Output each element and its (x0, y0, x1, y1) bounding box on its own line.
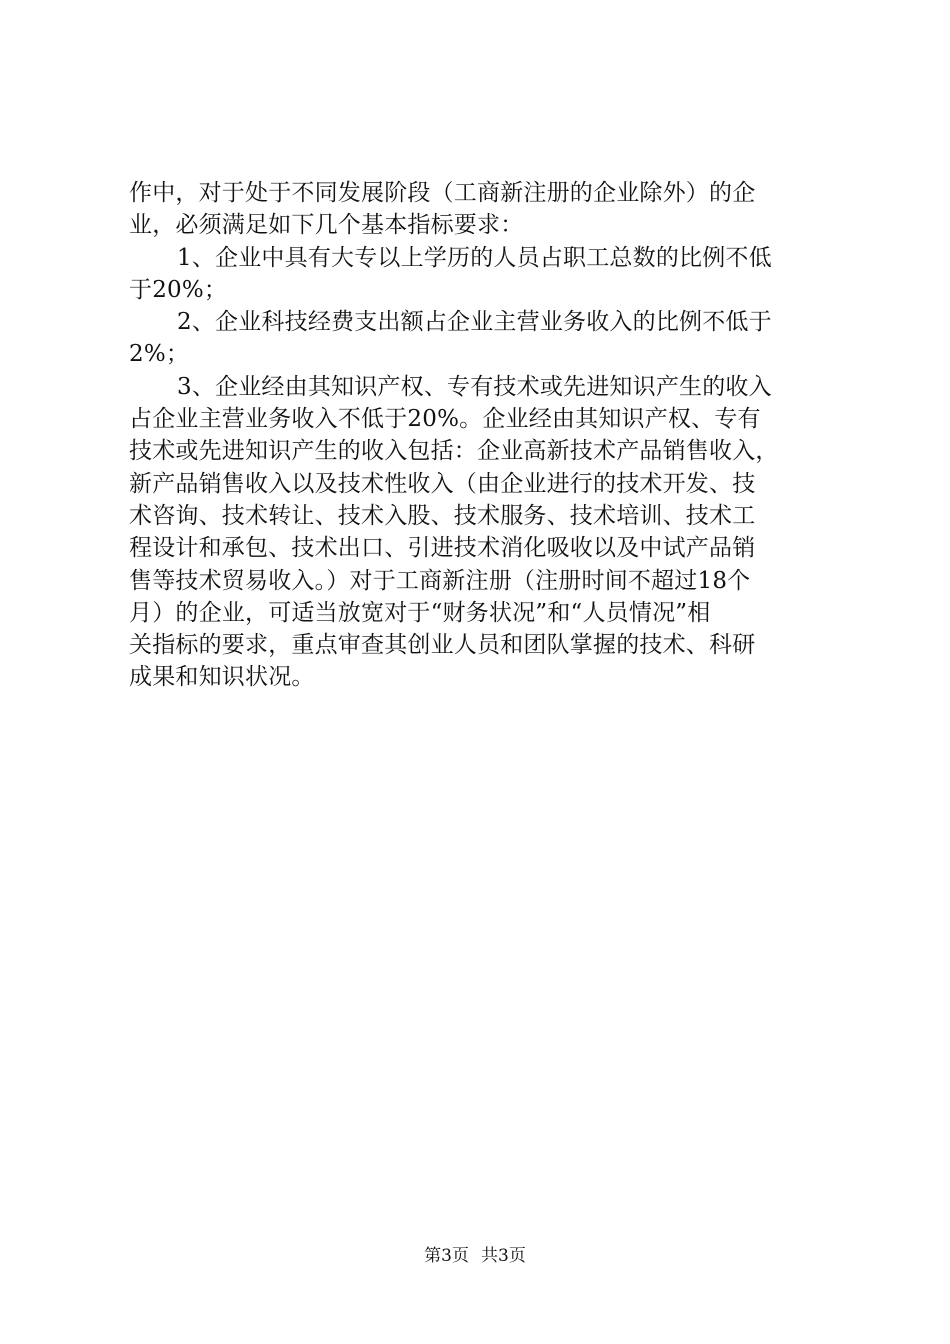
page-number-current: 第3页 (424, 1246, 469, 1266)
text-line: 程设计和承包、技术出口、引进技术消化吸收以及中试产品销 (129, 535, 756, 562)
text-line: 于20%； (129, 276, 228, 303)
list-item-3: 3、企业经由其知识产权、专有技术或先进知识产生的收入 (177, 373, 772, 400)
text-line: 关指标的要求，重点审查其创业人员和团队掌握的技术、科研 (129, 632, 756, 659)
body-text (129, 177, 831, 694)
list-item-1: 1、企业中具有大专以上学历的人员占职工总数的比例不低 (177, 244, 772, 271)
text-line: 占企业主营业务收入不低于20%。企业经由其知识产权、专有 (129, 406, 761, 433)
text-line: 技术或先进知识产生的收入包括：企业高新技术产品销售收入， (129, 438, 779, 465)
text-line: 售等技术贸易收入。）对于工商新注册（注册时间不超过18个 (129, 567, 751, 594)
text-line: 术咨询、技术转让、技术入股、技术服务、技术培训、技术工 (129, 502, 756, 529)
text-line: 2%； (129, 341, 190, 368)
list-item-2: 2、企业科技经费支出额占企业主营业务收入的比例不低于 (177, 309, 772, 336)
text-line: 新产品销售收入以及技术性收入（由企业进行的技术开发、技 (129, 470, 756, 497)
page-footer (0, 1245, 950, 1267)
text-line: 作中，对于处于不同发展阶段（工商新注册的企业除外）的企 (129, 180, 756, 206)
page-number-total: 共3页 (481, 1246, 526, 1266)
text-line: 月）的企业，可适当放宽对于“财务状况”和“人员情况”相 (129, 599, 711, 626)
text-line: 业，必须满足如下几个基本指标要求： (129, 212, 524, 239)
text-line: 成果和知识状况。 (129, 664, 315, 691)
